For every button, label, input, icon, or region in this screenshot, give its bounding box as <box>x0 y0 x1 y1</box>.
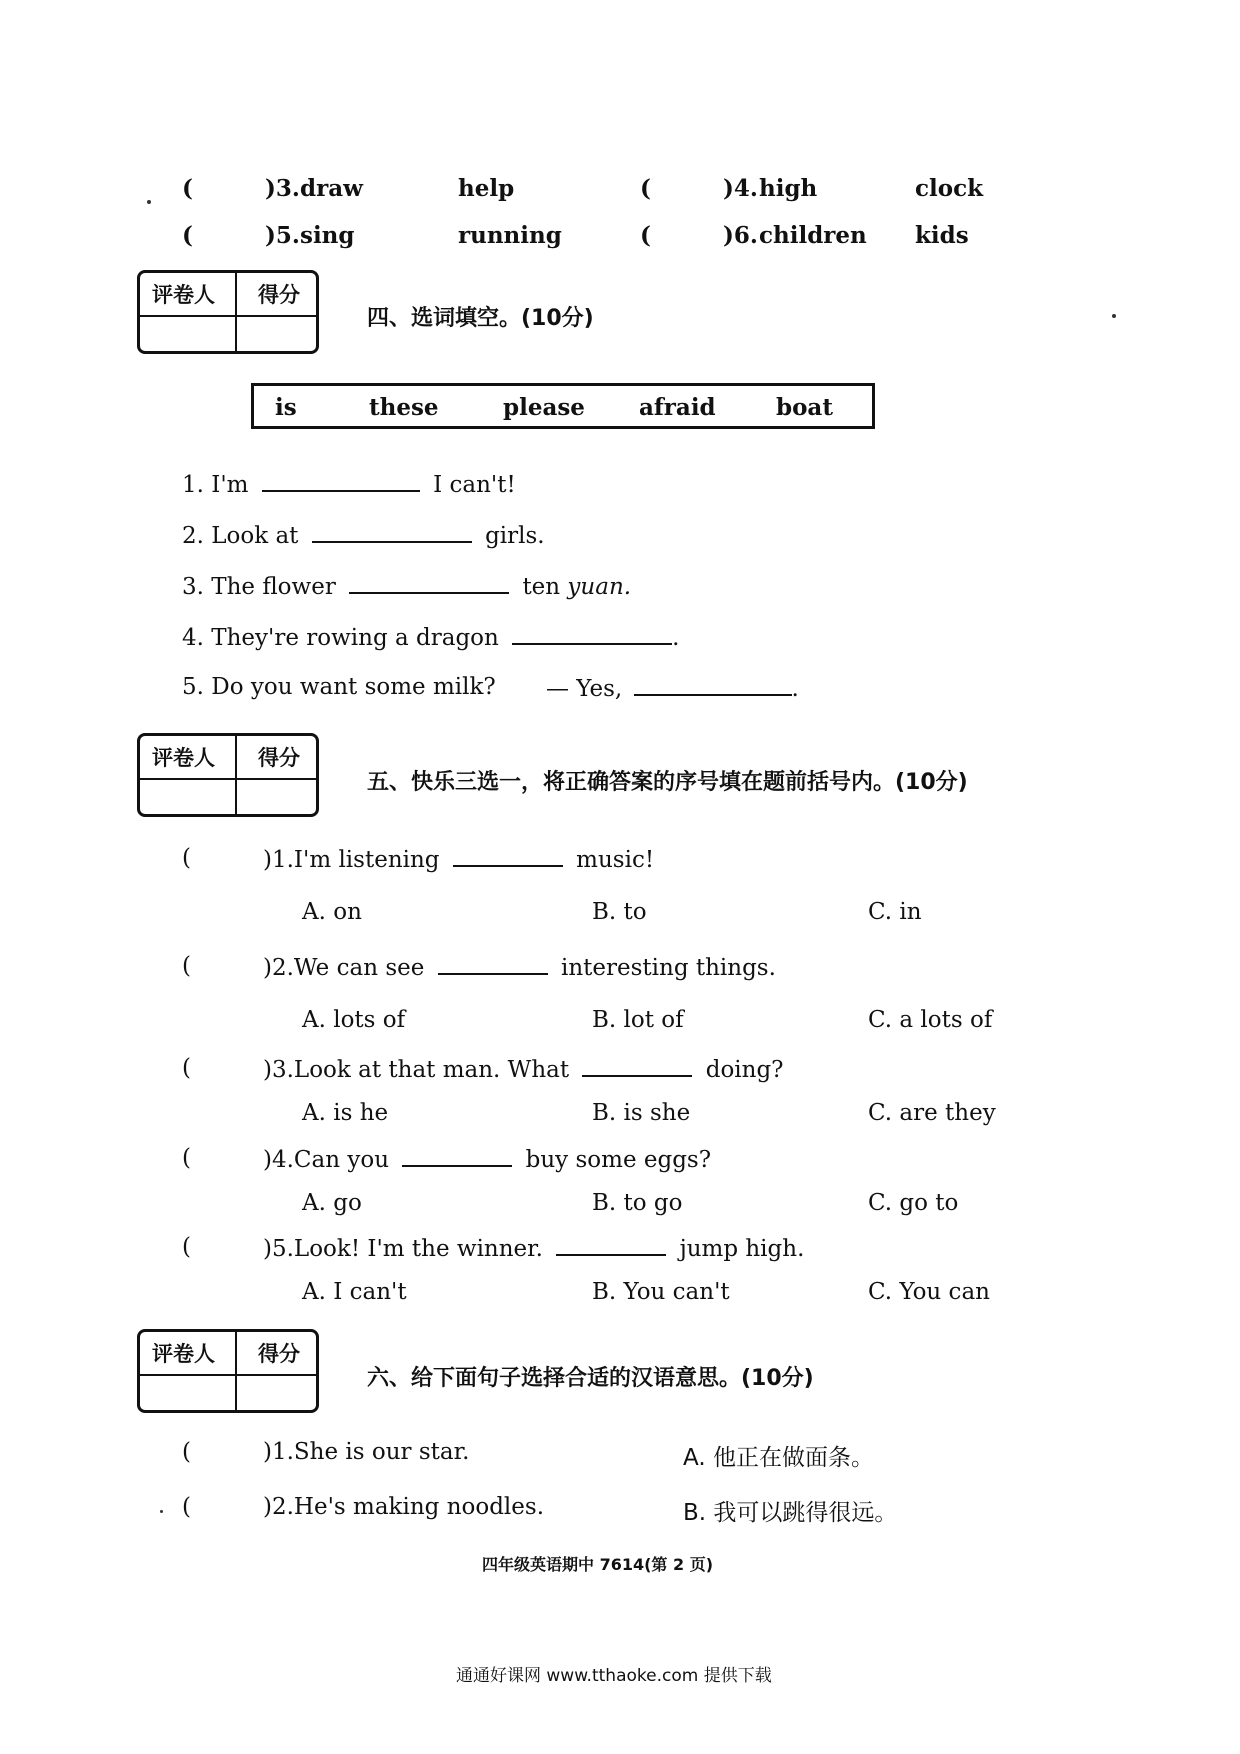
question-text: interesting things. <box>560 955 776 981</box>
answer-blank <box>402 1145 512 1167</box>
option-b: B. is she <box>592 1100 691 1126</box>
sentence-item <box>263 1494 544 1520</box>
question-number: )5. <box>263 1236 294 1262</box>
section6-title: 六、给下面句子选择合适的汉语意思。(10分) <box>367 1366 814 1391</box>
item-text: I can't! <box>433 472 516 498</box>
word-bank-item: these <box>369 394 439 421</box>
score-label: 得分 <box>258 1342 300 1366</box>
item-text: 4. They're rowing a dragon <box>182 625 499 651</box>
reviewer-label: 评卷人 <box>152 746 215 770</box>
section5-title: 五、快乐三选一，将正确答案的序号填在题前括号内。(10分) <box>367 770 968 795</box>
answer-blank[interactable] <box>262 470 420 492</box>
answer-blank[interactable] <box>349 572 509 594</box>
box-divider <box>140 778 316 780</box>
item-number: )4. <box>723 175 758 202</box>
option-a: A. I can't <box>302 1279 407 1305</box>
item-number: )2. <box>263 1494 294 1520</box>
answer-blank <box>453 845 563 867</box>
question-stem <box>263 1234 804 1262</box>
box-divider <box>140 315 316 317</box>
score-label: 得分 <box>258 283 300 307</box>
reviewer-label: 评卷人 <box>152 1342 215 1366</box>
word-b: clock <box>915 175 984 202</box>
answer-blank[interactable] <box>634 674 792 696</box>
answer-paren[interactable]: ( <box>182 1439 191 1465</box>
grader-score-box <box>137 733 319 817</box>
english-sentence: She is our star. <box>293 1439 470 1465</box>
option-c: C. You can <box>868 1279 990 1305</box>
question-text: Look at that man. What <box>293 1057 570 1083</box>
box-divider <box>235 273 237 351</box>
question-text: Can you <box>293 1147 390 1173</box>
word-b: running <box>458 222 562 249</box>
option-b: B. lot of <box>592 1007 684 1033</box>
question-stem <box>263 953 776 981</box>
option-c: C. go to <box>868 1190 959 1216</box>
answer-paren[interactable]: ( <box>182 1055 191 1081</box>
question-text: doing? <box>705 1057 784 1083</box>
scan-speck <box>147 200 151 204</box>
item-text: 1. I'm <box>182 472 249 498</box>
item-number: )3. <box>265 175 300 202</box>
box-divider <box>140 1374 316 1376</box>
scan-speck <box>160 1510 163 1513</box>
question-text: I'm listening <box>293 847 440 873</box>
word-b: help <box>458 175 515 202</box>
item-number: )6. <box>723 222 758 249</box>
fill-item-reply <box>546 674 799 702</box>
grader-score-box <box>137 270 319 354</box>
answer-blank <box>556 1234 666 1256</box>
option-b: B. to go <box>592 1190 683 1216</box>
word-bank <box>251 383 875 429</box>
answer-blank <box>582 1055 692 1077</box>
sentence-item <box>263 1439 469 1465</box>
fill-item <box>182 470 516 498</box>
site-watermark: 通通好课网 www.tthaoke.com 提供下载 <box>456 1666 772 1686</box>
score-label: 得分 <box>258 746 300 770</box>
item-number: )5. <box>265 222 300 249</box>
item-text: 2. Look at <box>182 523 299 549</box>
item-text: — Yes, <box>546 676 623 702</box>
word-a: children <box>759 222 867 249</box>
option-b: B. You can't <box>592 1279 730 1305</box>
item-text: 5. Do you want some milk? <box>182 674 496 700</box>
question-stem <box>263 1145 711 1173</box>
question-stem <box>263 845 654 873</box>
answer-paren: ( <box>182 175 193 202</box>
question-number: )4. <box>263 1147 294 1173</box>
item-text: girls. <box>485 523 545 549</box>
fill-item <box>182 521 545 549</box>
chinese-meaning: B. 我可以跳得很远。 <box>683 1500 898 1526</box>
answer-paren[interactable]: ( <box>182 1494 191 1520</box>
word-bank-item: boat <box>776 394 833 421</box>
word-bank-item: afraid <box>639 394 716 421</box>
question-text: buy some eggs? <box>525 1147 712 1173</box>
word-a: draw <box>300 175 363 202</box>
item-number: )1. <box>263 1439 294 1465</box>
word-bank-item: please <box>503 394 585 421</box>
option-c: C. are they <box>868 1100 996 1126</box>
question-number: )1. <box>263 847 294 873</box>
word-a: high <box>759 175 818 202</box>
answer-blank <box>438 953 548 975</box>
question-number: )3. <box>263 1057 294 1083</box>
box-divider <box>235 736 237 814</box>
option-a: A. lots of <box>302 1007 406 1033</box>
fill-item <box>182 623 679 651</box>
word-bank-item: is <box>275 394 297 421</box>
answer-blank[interactable] <box>312 521 472 543</box>
answer-paren[interactable]: ( <box>182 845 191 871</box>
question-number: )2. <box>263 955 294 981</box>
question-text: jump high. <box>679 1236 805 1262</box>
option-c: C. a lots of <box>868 1007 993 1033</box>
option-b: B. to <box>592 899 647 925</box>
fill-item <box>182 572 631 600</box>
option-a: A. go <box>302 1190 362 1216</box>
question-stem <box>263 1055 784 1083</box>
question-text: music! <box>576 847 655 873</box>
chinese-meaning: A. 他正在做面条。 <box>683 1445 874 1471</box>
answer-blank[interactable] <box>512 623 672 645</box>
item-text: yuan. <box>567 574 632 600</box>
section4-title: 四、选词填空。(10分) <box>367 306 594 331</box>
answer-paren[interactable]: ( <box>182 1234 191 1260</box>
english-sentence: He's making noodles. <box>293 1494 545 1520</box>
item-text: ten <box>522 574 561 600</box>
answer-paren[interactable]: ( <box>182 953 191 979</box>
scan-speck <box>1112 314 1116 318</box>
question-text: Look! I'm the winner. <box>293 1236 543 1262</box>
answer-paren: ( <box>640 222 651 249</box>
answer-paren: ( <box>640 175 651 202</box>
reviewer-label: 评卷人 <box>152 283 215 307</box>
item-text: . <box>791 676 799 702</box>
item-text: 3. The flower <box>182 574 336 600</box>
question-text: We can see <box>293 955 425 981</box>
grader-score-box <box>137 1329 319 1413</box>
option-a: A. is he <box>302 1100 389 1126</box>
answer-paren[interactable]: ( <box>182 1145 191 1171</box>
fill-item <box>182 674 496 700</box>
option-c: C. in <box>868 899 922 925</box>
word-b: kids <box>915 222 969 249</box>
item-text: . <box>672 625 680 651</box>
option-a: A. on <box>302 899 362 925</box>
word-a: sing <box>300 222 355 249</box>
box-divider <box>235 1332 237 1410</box>
page-footer-label: 四年级英语期中 7614(第 2 页) <box>482 1555 714 1574</box>
answer-paren: ( <box>182 222 193 249</box>
